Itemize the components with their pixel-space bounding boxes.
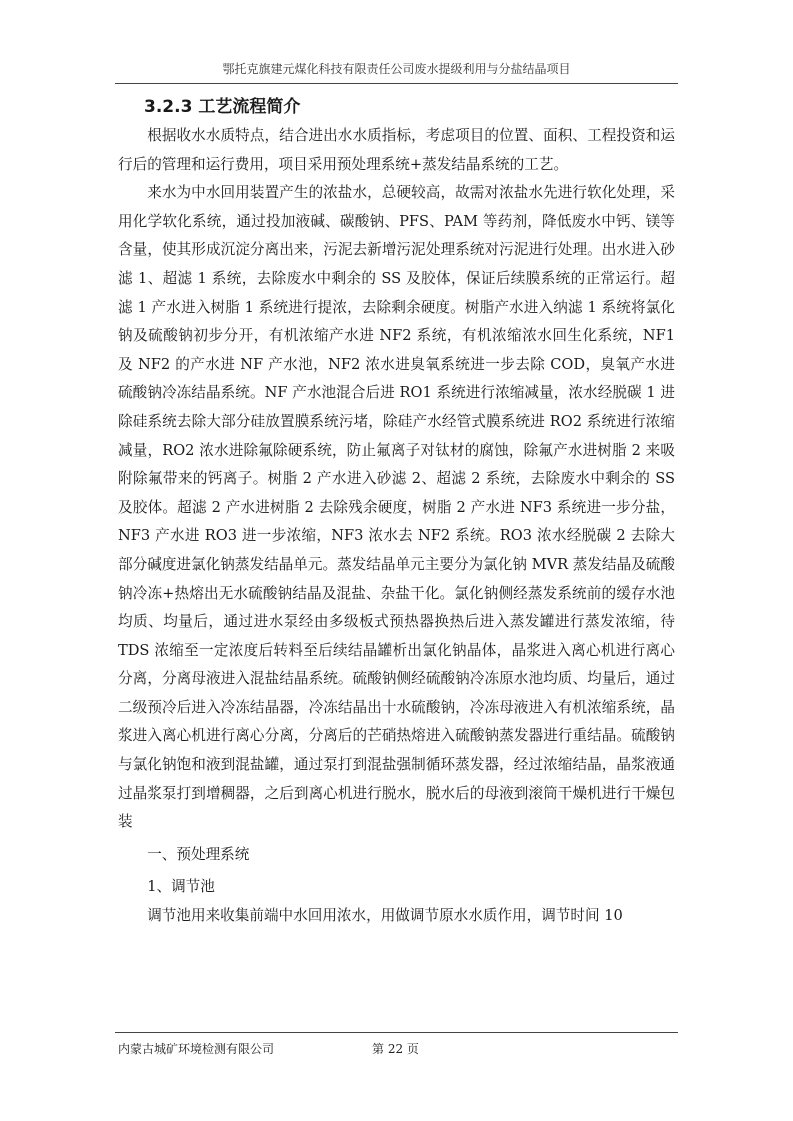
page-header: 鄂托克旗建元煤化科技有限责任公司废水提级利用与分盐结晶项目	[222, 62, 571, 76]
section-heading: 3.2.3 工艺流程简介	[144, 97, 301, 117]
footer-divider	[115, 1032, 678, 1033]
outline-level-2: 1、调节池	[147, 878, 215, 896]
page-number: 第 22 页	[372, 1042, 419, 1056]
outline-level-1: 一、预处理系统	[147, 845, 250, 863]
paragraph-regulating-tank: 调节池用来收集前端中水回用浓水，用做调节原水水质作用，调节时间 10	[147, 907, 623, 925]
paragraph-process-description: 来水为中水回用装置产生的浓盐水，总硬较高，故需对浓盐水先进行软化处理，采用化学软化系统，通过投加液碱、碳酸钠、PFS、PAM 等药剂，降低废水中钙、镁等含量，使其形成沉淀分离出来，污泥去新增污泥处理系统对污泥进行处理。出水进入砂滤 1、超滤 1 系统，去除废水中剩余的 SS 及胶体，保证后续膜系统的正常运行。超滤 1 产水进入树脂 1 系统进行提浓，去除剩余硬度。树脂产水进入纳滤 1 系统将氯化钠及硫酸钠初步分开，有机浓缩产水进 NF2 系统，有机浓缩浓水回生化系统，NF1 及 NF2 的产水进 NF 产水池，NF2 浓水进臭氧系统进一步去除 COD，臭氧产水进硫酸钠冷冻结晶系统。NF 产水池混合后进 RO1 系统进行浓缩减量，浓水经脱碳 1 进除硅系统去除大部分硅放置膜系统污堵，除硅产水经管式膜系统进 RO2 系统进行浓缩减量，RO2 浓水进除氟除硬系统，防止氟离子对钛材的腐蚀，除氟产水进树脂 2 来吸附除氟带来的钙离子。树脂 2 产水进入砂滤 2、超滤 2 系统，去除废水中剩余的 SS 及胶体。超滤 2 产水进树脂 2 去除残余硬度，树脂 2 产水进 NF3 系统进一步分盐，NF3 产水进 RO3 进一步浓缩，NF3 浓水去 NF2 系统。RO3 浓水经脱碳 2 去除大部分碱度进氯化钠蒸发结晶单元。蒸发结晶单元主要分为氯化钠 MVR 蒸发结晶及硫酸钠冷冻+热熔出无水硫酸钠结晶及混盐、杂盐干化。氯化钠侧经蒸发系统前的缓存水池均质、均量后，通过进水泵经由多级板式预热器换热后进入蒸发罐进行蒸发浓缩，待 TDS 浓缩至一定浓度后转料至后续结晶罐析出氯化钠晶体，晶浆进入离心机进行离心分离，分离母液进入混盐结晶系统。硫酸钠侧经硫酸钠冷冻原水池均质、均量后，通过二级预冷后进入冷冻结晶器，冷冻结晶出十水硫酸钠，冷冻母液进入有机浓缩系统，晶浆进入离心机进行离心分离，分离后的芒硝热熔进入硫酸钠蒸发器进行重结晶。硫酸钠与氯化钠饱和液到混盐罐，通过泵打到混盐强制循环蒸发器，经过浓缩结晶，晶浆液通过晶浆泵打到增稠器，之后到离心机进行脱水，脱水后的母液到滚筒干燥机进行干燥包装	[118, 184, 675, 831]
header-divider	[115, 83, 678, 84]
document-body	[118, 92, 675, 931]
footer-company: 内蒙古城矿环境检测有限公司	[118, 1042, 275, 1056]
paragraph-overview: 根据收水水质特点，结合进出水水质指标，考虑项目的位置、面积、工程投资和运行后的管理和运行费用，项目采用预处理系统+蒸发结晶系统的工艺。	[118, 127, 675, 173]
